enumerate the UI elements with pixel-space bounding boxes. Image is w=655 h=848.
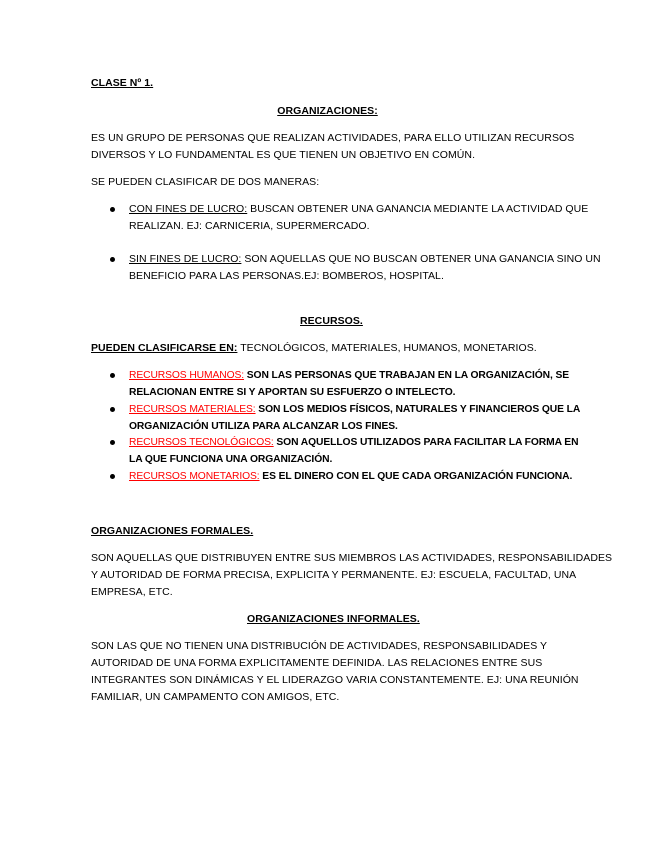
list-item-recursos-monetarios	[129, 468, 572, 485]
bullet-icon	[110, 207, 115, 212]
term-label: SIN FINES DE LUCRO:	[129, 253, 242, 265]
list-item-recursos-tecnologicos-continued: LA QUE FUNCIONA UNA ORGANIZACIÓN.	[129, 454, 333, 465]
term-label: RECURSOS TECNOLÓGICOS:	[129, 437, 274, 448]
item-text: SON LAS PERSONAS QUE TRABAJAN EN LA ORGANIZACIÓN, SE	[244, 370, 570, 381]
list-item-con-fines-de-lucro-continued: REALIZAN. EJ: CARNICERIA, SUPERMERCADO.	[129, 220, 370, 232]
item-text: BUSCAN OBTENER UNA GANANCIA MEDIANTE LA ACTIVIDAD QUE	[247, 203, 589, 215]
section-heading-informales: ORGANIZACIONES INFORMALES.	[247, 613, 420, 625]
formales-line-3: EMPRESA, ETC.	[91, 586, 173, 598]
list-item-recursos-humanos-continued: RELACIONAN ENTRE SI Y APORTAN SU ESFUERZO O INTELECTO.	[129, 387, 456, 398]
list-item-con-fines-de-lucro	[129, 201, 588, 218]
item-text: SON LOS MEDIOS FÍSICOS, NATURALES Y FINANCIEROS QUE LA	[255, 404, 581, 415]
organizaciones-definition-line-2: DIVERSOS Y LO FUNDAMENTAL ES QUE TIENEN UN OBJETIVO EN COMÚN.	[91, 149, 476, 161]
list-item-recursos-tecnologicos	[129, 434, 578, 451]
recursos-intro-label: PUEDEN CLASIFICARSE EN:	[91, 342, 238, 354]
informales-line-3: INTEGRANTES SON DINÁMICAS Y EL LIDERAZGO VARIA CONSTANTEMENTE. EJ: UNA REUNIÓN	[91, 674, 579, 686]
bullet-icon	[110, 407, 115, 412]
item-text: ES EL DINERO CON EL QUE CADA ORGANIZACIÓN FUNCIONA.	[259, 471, 573, 482]
bullet-icon	[110, 474, 115, 479]
term-label: RECURSOS HUMANOS:	[129, 370, 245, 381]
list-item-recursos-humanos	[129, 367, 569, 384]
term-label: RECURSOS MONETARIOS:	[129, 471, 260, 482]
recursos-intro-text: TECNOLÓGICOS, MATERIALES, HUMANOS, MONETARIOS.	[237, 342, 537, 354]
formales-line-1: SON AQUELLAS QUE DISTRIBUYEN ENTRE SUS MIEMBROS LAS ACTIVIDADES, RESPONSABILIDADES	[91, 552, 613, 564]
list-item-sin-fines-de-lucro-continued: BENEFICIO PARA LAS PERSONAS.EJ: BOMBEROS, HOSPITAL.	[129, 270, 444, 282]
item-text: SON AQUELLAS QUE NO BUSCAN OBTENER UNA GANANCIA SINO UN	[241, 253, 601, 265]
term-label: RECURSOS MATERIALES:	[129, 404, 256, 415]
term-label: CON FINES DE LUCRO:	[129, 203, 248, 215]
bullet-icon	[110, 257, 115, 262]
item-text: SON AQUELLOS UTILIZADOS PARA FACILITAR LA FORMA EN	[273, 437, 579, 448]
bullet-icon	[110, 440, 115, 445]
list-item-recursos-materiales-continued: ORGANIZACIÓN UTILIZA PARA ALCANZAR LOS FINES.	[129, 421, 398, 432]
list-item-recursos-materiales	[129, 401, 580, 418]
section-heading-recursos: RECURSOS.	[300, 315, 363, 327]
class-title: CLASE Nº 1.	[91, 77, 154, 89]
informales-line-2: AUTORIDAD DE UNA FORMA EXPLICITAMENTE DEFINIDA. LAS RELACIONES ENTRE SUS	[91, 657, 543, 669]
list-item-sin-fines-de-lucro	[129, 251, 601, 268]
classify-intro: SE PUEDEN CLASIFICAR DE DOS MANERAS:	[91, 176, 320, 188]
recursos-intro	[91, 340, 537, 357]
section-heading-organizaciones: ORGANIZACIONES:	[277, 105, 378, 117]
informales-line-1: SON LAS QUE NO TIENEN UNA DISTRIBUCIÓN DE ACTIVIDADES, RESPONSABILIDADES Y	[91, 640, 548, 652]
organizaciones-definition-line-1: ES UN GRUPO DE PERSONAS QUE REALIZAN ACTIVIDADES, PARA ELLO UTILIZAN RECURSOS	[91, 132, 575, 144]
bullet-icon	[110, 373, 115, 378]
section-heading-formales: ORGANIZACIONES FORMALES.	[91, 525, 254, 537]
informales-line-4: FAMILIAR, UN CAMPAMENTO CON AMIGOS, ETC.	[91, 691, 340, 703]
formales-line-2: Y AUTORIDAD DE FORMA PRECISA, EXPLICITA Y PERMANENTE. EJ: ESCUELA, FACULTAD, UNA	[91, 569, 577, 581]
